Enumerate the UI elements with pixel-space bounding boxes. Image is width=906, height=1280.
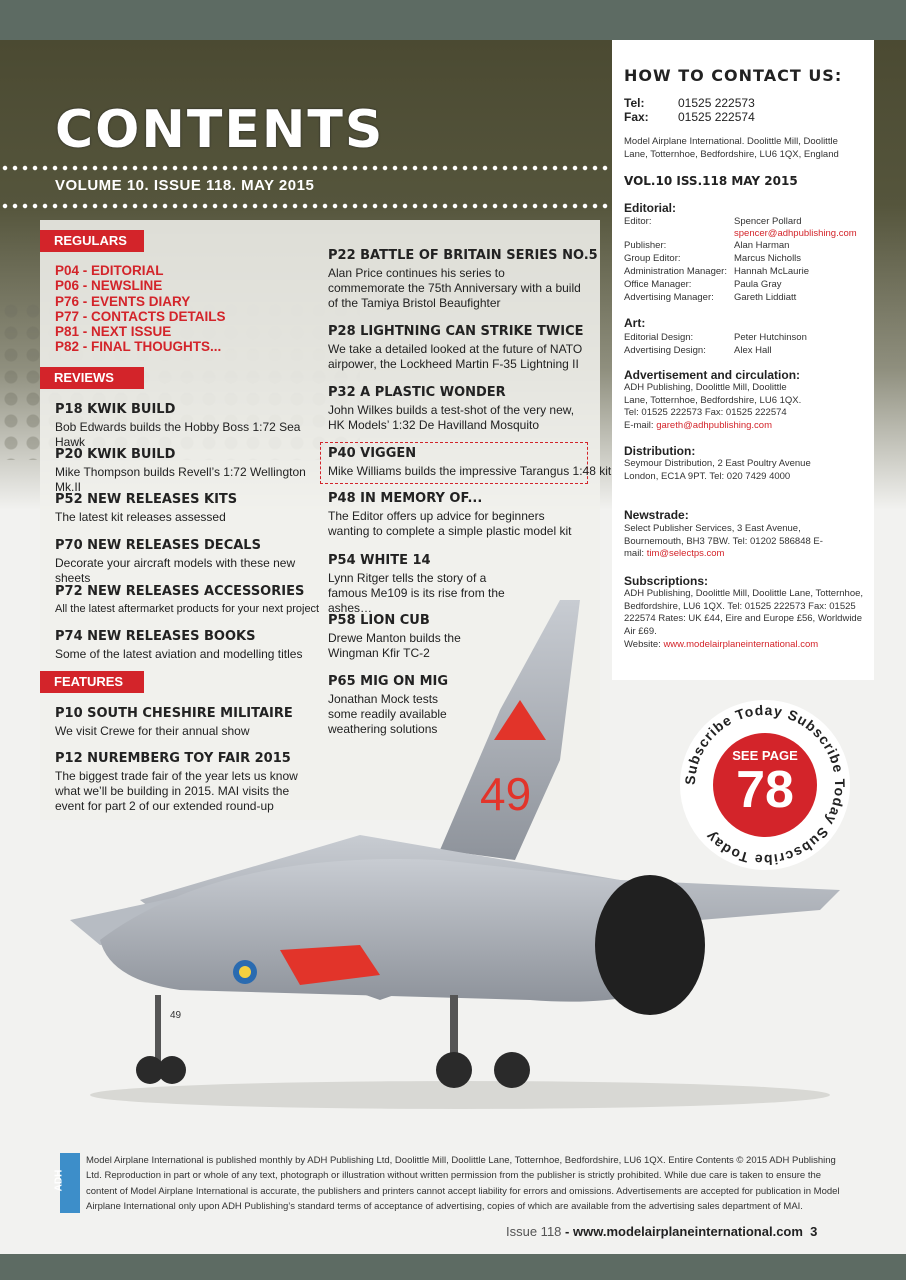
badge-page-number: 78 [736,761,794,819]
regular-item[interactable]: P04 - EDITORIAL [55,263,164,278]
contact-box [612,40,874,680]
newstrade-text: Select Publisher Services, 3 East Avenue, Bournemouth, BH3 7BW. Tel: 01202 586848 E-mail: tim@selectps.com [624,523,823,559]
newstrade-heading: Newstrade: [624,508,689,522]
tel-label: Tel: [624,96,645,110]
art-role: Advertising Design: [624,345,706,356]
wing-roundel-center [239,966,251,978]
feature-entry[interactable]: P28 LIGHTNING CAN STRIKE TWICE We take a detailed looked at the future of NATO airpower, the Lockheed Martin F-35 Lightning II [328,324,584,371]
feature-entry[interactable]: P12 NUREMBERG TOY FAIR 2015 The biggest trade fair of the year lets us know what we’ll be building in 2015. MAI visits the event for part 2 of our extended round-up [55,751,298,813]
feature-entry[interactable]: P40 VIGGEN Mike Williams builds the impressive Tarangus 1:48 kit [328,446,612,478]
dot-rule-bottom [0,203,612,209]
regular-item[interactable]: P06 - NEWSLINE [55,278,163,294]
editorial-name: Paula Gray [734,279,782,290]
subscriptions-heading: Subscriptions: [624,574,709,588]
contact-heading: HOW TO CONTACT US: [624,66,843,85]
advertisement-email: E-mail: gareth@adhpublishing.com [624,420,773,431]
art-heading: Art: [624,316,646,330]
section-regulars: REGULARS [40,230,144,252]
advertisement-heading: Advertisement and circulation: [624,368,801,382]
review-entry[interactable]: P70 NEW RELEASES DECALS Decorate your aircraft models with these new sheets [55,538,296,585]
landing-gear [136,995,530,1088]
regular-item[interactable]: P77 - CONTACTS DETAILS [55,308,226,324]
bottom-bar [0,1254,906,1280]
volume-line: VOL.10 ISS.118 MAY 2015 [624,174,798,188]
regular-item[interactable]: P81 - NEXT ISSUE [55,324,172,340]
editorial-name: Marcus Nicholls [734,253,802,264]
site-url[interactable]: www.modelairplaneinternational.com [572,1224,803,1239]
editorial-role: Office Manager: [624,279,692,290]
editorial-name: Alan Harman [734,240,790,251]
page-folio: Issue 118 - www.modelairplaneinternational.com 3 [506,1224,818,1239]
newstrade-email-link[interactable]: tim@selectps.com [646,548,725,559]
advertising-email-link[interactable]: gareth@adhpublishing.com [656,420,773,431]
website-link[interactable]: www.modelairplaneinternational.com [663,639,819,650]
aircraft-exhaust [595,875,705,1015]
issue-line: VOLUME 10. ISSUE 118. MAY 2015 [55,177,315,194]
badge-see-page: SEE PAGE [732,748,798,763]
regular-item[interactable]: P82 - FINAL THOUGHTS... [55,339,222,355]
art-name: Alex Hall [734,345,772,356]
editorial-role: Group Editor: [624,253,681,264]
subscriptions-text: ADH Publishing, Doolittle Mill, Doolittle Lane, Totternhoe, Bedfordshire, LU6 1QX. Tel: 01525 222573 Fax: 01525 222574 Rates: UK £44, Eire and Europe £56, Worldwide Air £69. [624,588,864,637]
section-features: FEATURES [40,671,144,693]
subscriptions-website: Website: www.modelairplaneinternational.com [624,639,819,650]
nose-gear-number: 49 [170,1010,182,1021]
section-reviews: REVIEWS [40,367,144,389]
editor-email-link[interactable]: spencer@adhpublishing.com [734,228,857,239]
editorial-name: Gareth Liddiatt [734,292,797,303]
feature-entry[interactable]: P48 IN MEMORY OF... The Editor offers up advice for beginners wanting to complete a simple plastic model kit [328,491,572,538]
feature-entry[interactable]: P10 SOUTH CHESHIRE MILITAIRE We visit Crewe for their annual show [55,706,293,738]
feature-entry[interactable]: P54 WHITE 14 Lynn Ritger tells the story of a famous Me109 is its rise from the ashes… [328,553,505,615]
regulars-list [55,263,226,355]
feature-entry[interactable]: P65 MIG ON MIG Jonathan Mock tests some readily available weathering solutions [328,674,449,736]
review-entry[interactable]: P20 KWIK BUILD Mike Thompson builds Revell’s 1:72 Wellington Mk.II [55,447,306,494]
regular-item[interactable]: P76 - EVENTS DIARY [55,293,191,309]
subscribe-badge[interactable] [680,700,850,870]
fax-label: Fax: [624,110,649,124]
svg-text:Subscribe Today Subscribe Toda: Subscribe Today Subscribe Today Subscribe Today [681,701,849,869]
adh-logo: ADH [60,1153,80,1213]
contact-address: Model Airplane International. Doolittle Mill, Doolittle Lane, Totternhoe, Bedfordshire, LU6 1QX, England [624,136,839,160]
advertisement-text: ADH Publishing, Doolittle Mill, Doolittle Lane, Totternhoe, Bedfordshire, LU6 1QX. Tel: 01525 222573 Fax: 01525 222574 [624,382,802,418]
review-entry[interactable]: P72 NEW RELEASES ACCESSORIES All the latest aftermarket products for your next project [55,584,320,615]
top-bar [0,0,906,40]
feature-entry[interactable]: P32 A PLASTIC WONDER John Wilkes builds a test-shot of the very new, HK Models’ 1:32 De Havilland Mosquito [328,385,575,432]
review-entry[interactable]: P74 NEW RELEASES BOOKS Some of the latest aviation and modelling titles [55,629,303,661]
tail-number: 49 [480,768,532,820]
review-entry[interactable]: P52 NEW RELEASES KITS The latest kit releases assessed [55,492,238,524]
review-entry[interactable]: P18 KWIK BUILD Bob Edwards builds the Hobby Boss 1:72 Sea Hawk [55,402,301,449]
editorial-role: Editor: [624,216,652,227]
page-title: CONTENTS [55,100,385,160]
fax-value[interactable]: 01525 222574 [678,110,755,124]
editorial-heading: Editorial: [624,201,677,215]
legal-footer: Model Airplane International is published monthly by ADH Publishing Ltd, Doolittle Mill, Doolittle Lane, Totternhoe, Bedfordshire, LU6 1QX. Entire Contents © 2015 ADH Publishing Ltd. Reproduction in part or whole of any text, photograph or illustration without written permission from the publisher is strictly prohibited. While due care is taken to ensure the content of Model Airplane International is accurate, the publishers and printers cannot accept liability for errors and omissions. Advertisements are accepted for publication in Model Airplane International only upon ADH Publishing’s standard terms of acceptance of advertising, copies of which are available from the advertising sales department of MAI. [86,1155,840,1212]
distribution-text: Seymour Distribution, 2 East Poultry Avenue London, EC1A 9PT. Tel: 020 7429 4000 [624,458,811,482]
editorial-role: Administration Manager: [624,266,727,277]
editorial-name: Hannah McLaurie [734,266,809,277]
art-name: Peter Hutchinson [734,332,807,343]
distribution-heading: Distribution: [624,444,696,458]
art-role: Editorial Design: [624,332,694,343]
editorial-role: Advertising Manager: [624,292,714,303]
editorial-role: Publisher: [624,240,667,251]
feature-entry[interactable]: P22 BATTLE OF BRITAIN SERIES NO.5 Alan Price continues his series to commemorate the 75th Anniversary with a build of the Tamiya Bristol Beaufighter [328,248,598,310]
tel-value[interactable]: 01525 222573 [678,96,755,110]
dot-rule-top [0,165,612,171]
feature-entry[interactable]: P58 LION CUB Drewe Manton builds the Wingman Kfir TC-2 [328,613,461,660]
editorial-name: Spencer Pollard [734,216,802,227]
